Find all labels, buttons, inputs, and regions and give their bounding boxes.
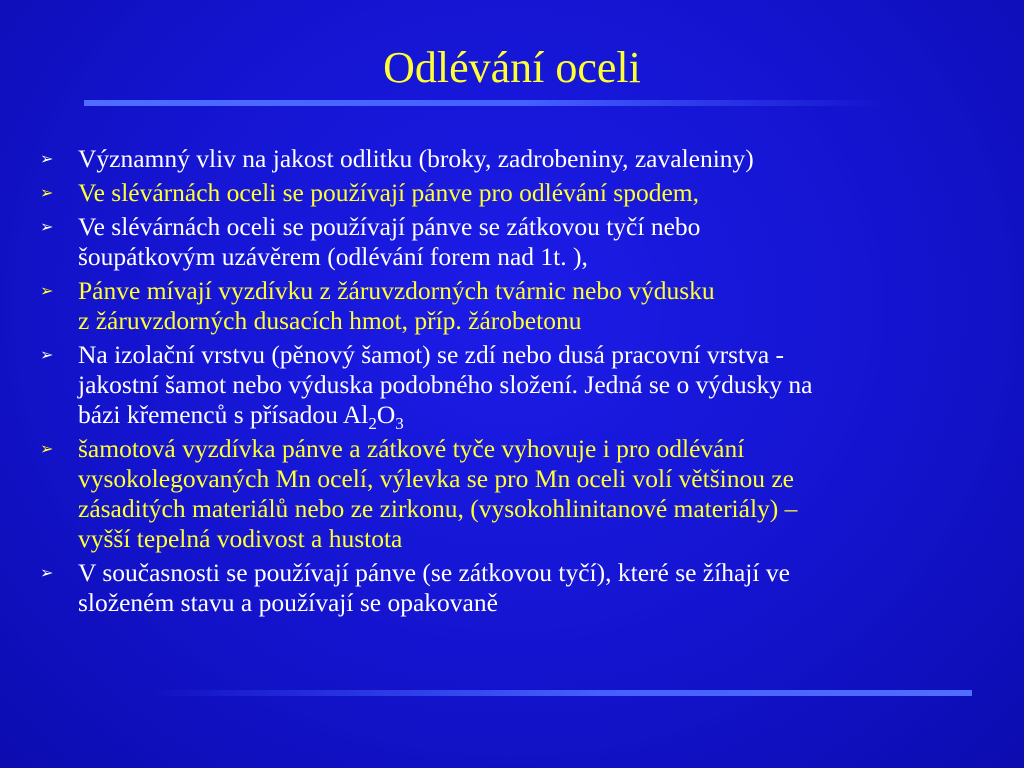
bullet-text: Významný vliv na jakost odlitku (broky, zadrobeniny, zavaleniny) bbox=[78, 144, 754, 173]
bullet-text: Na izolační vrstvu (pěnový šamot) se zdí nebo dusá pracovní vrstva - jakostní šamot nebo výduska podobného složení. Jedná se o výdusky na bázi křemenců s přísadou Al bbox=[78, 340, 813, 429]
arrow-bullet-icon: ➢ bbox=[40, 281, 54, 300]
formula-subscript: 3 bbox=[395, 414, 404, 433]
bullet-item bbox=[38, 434, 988, 554]
arrow-bullet-icon: ➢ bbox=[40, 439, 54, 458]
bullet-text: Pánve mívají vyzdívku z žáruvzdorných tvárnic nebo výdusku z žáruvzdorných dusacích hmot, příp. žárobetonu bbox=[78, 276, 715, 335]
formula-text: O bbox=[376, 400, 396, 429]
bullet-item bbox=[38, 340, 988, 433]
bullet-text: šamotová vyzdívka pánve a zátkové tyče vyhovuje i pro odlévání vysokolegovaných Mn ocelí, výlevka se pro Mn oceli volí většinou ze zásaditých materiálů nebo ze zirkonu, (vysokohlinitanové materiály) – vyšší tepelná vodivost a hustota bbox=[78, 434, 798, 553]
arrow-bullet-icon: ➢ bbox=[40, 217, 54, 236]
arrow-bullet-icon: ➢ bbox=[40, 183, 54, 202]
arrow-bullet-icon: ➢ bbox=[40, 149, 54, 168]
arrow-bullet-icon: ➢ bbox=[40, 563, 54, 582]
formula-subscript: 2 bbox=[368, 414, 377, 433]
arrow-bullet-icon: ➢ bbox=[40, 345, 54, 364]
slide-title: Odlévání oceli bbox=[383, 43, 641, 92]
bullet-text: V současnosti se používají pánve (se zátkovou tyčí), které se žíhají ve složeném stavu a používají se opakovaně bbox=[78, 558, 790, 617]
bullet-text: Ve slévárnách oceli se používají pánve pro odlévání spodem, bbox=[78, 178, 700, 207]
bullet-item bbox=[38, 212, 988, 272]
bullet-item bbox=[38, 144, 988, 174]
bullet-item bbox=[38, 558, 988, 618]
bullet-item bbox=[38, 178, 988, 208]
title-underline-rule bbox=[84, 100, 884, 106]
bullet-item bbox=[38, 276, 988, 336]
bullet-list bbox=[38, 144, 988, 622]
bullet-text: Ve slévárnách oceli se používají pánve se zátkovou tyčí nebo šoupátkovým uzávěrem (odlévání forem nad 1t. ), bbox=[78, 212, 701, 271]
bottom-decorative-rule bbox=[150, 690, 972, 696]
